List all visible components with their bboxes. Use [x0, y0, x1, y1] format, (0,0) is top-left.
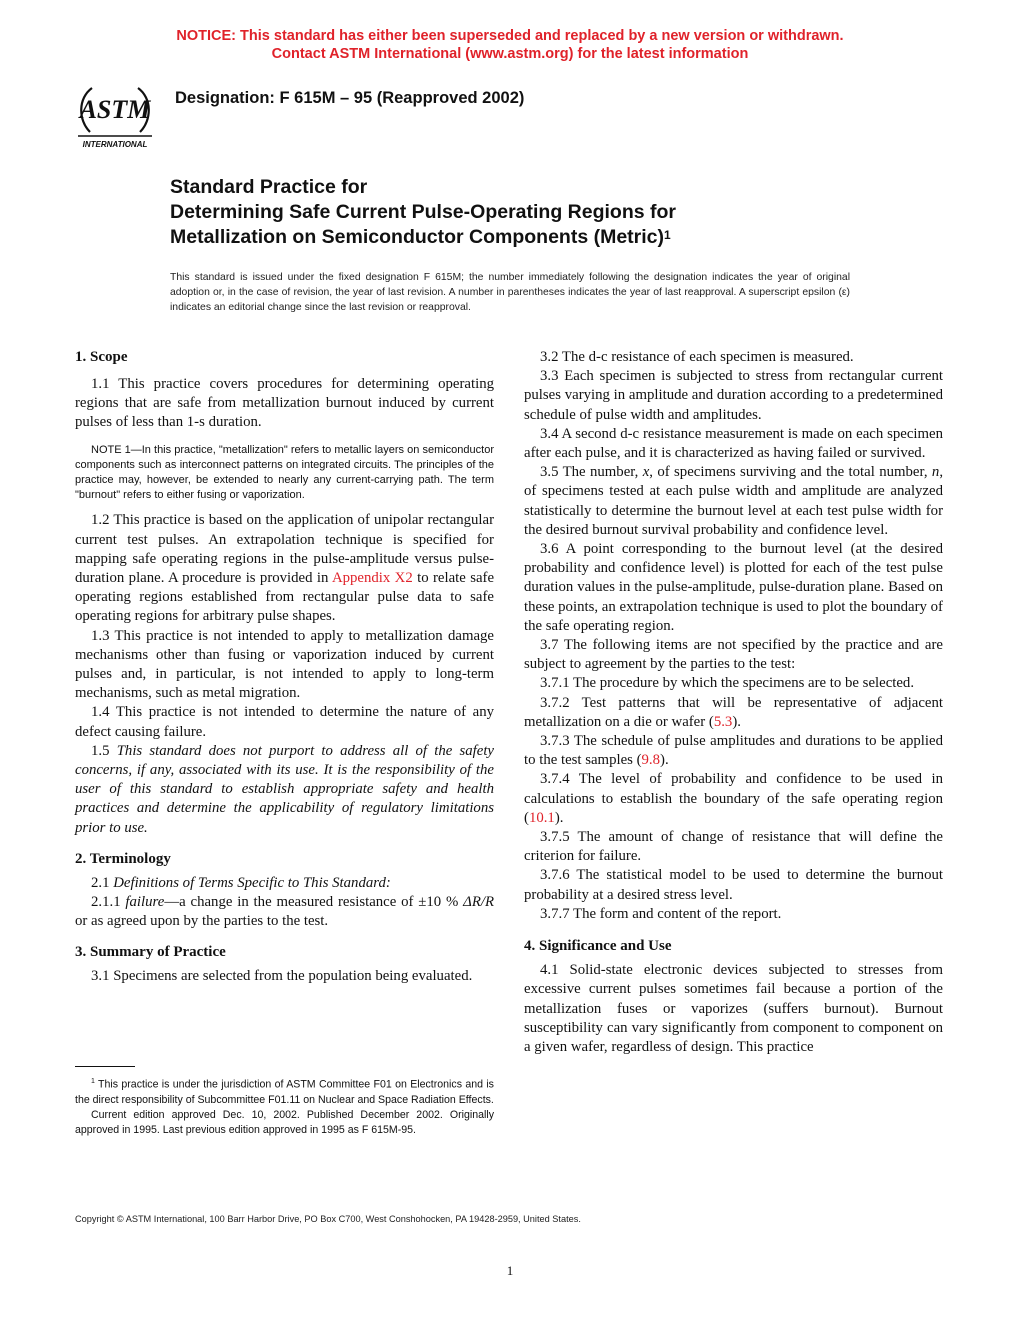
paragraph-1-3: 1.3 This practice is not intended to apply to metallization damage mechanisms other than fusing or vaporization induced by current pulses and, in particular, is not intended to apply to long-term mechanisms, such as metal migration.	[75, 627, 494, 702]
paragraph-1-1: 1.1 This practice covers procedures for determining operating regions that are safe from metallization burnout induced by current pulses of less than 1-s duration.	[75, 376, 494, 431]
section-10-1-link[interactable]: 10.1	[528, 809, 555, 826]
paragraph-1-2-text: 1.2 This practice is based on the application of unipolar rectangular current test pulses. An extrapolation technique is specified for mapping safe operating regions in the pulse-amplitude versus pulse-duration plane. A procedure is provided in	[75, 512, 494, 587]
section-heading-significance: 4. Significance and Use	[524, 938, 672, 955]
right-column	[524, 348, 943, 1057]
paragraph-1-2-text-end: to relate safe operating regions established from rectangular pulse data to safe operating regions for arbitrary pulse shapes.	[75, 570, 495, 625]
paragraph-2-1-number: 2.1	[91, 874, 114, 891]
paragraph-2-1-text: Definitions of Terms Specific to This Standard:	[113, 874, 391, 891]
note-1: NOTE 1—In this practice, "metallization" refers to metallic layers on semiconductor components such as interconnect patterns on integrated circuits. The principles of the practice may, however, be extended to nearly any current-carrying path. The term "burnout" refers to either fusing or vaporization.	[75, 443, 494, 502]
notice-banner	[0, 27, 1020, 63]
section-9-8-link[interactable]: 9.8	[641, 752, 661, 769]
variable-n: n	[931, 464, 940, 481]
paragraph-3-7-2-text-end: ).	[732, 713, 741, 730]
paragraph-2-1-1-text-end: or as agreed upon by the parties to the test.	[75, 913, 329, 930]
paragraph-3-7-7: 3.7.7 The form and content of the report.	[540, 905, 782, 922]
variable-x: x	[642, 464, 650, 481]
paragraph-3-4: 3.4 A second d-c resistance measurement is made on each specimen after each pulse, and it is characterized as having failed or survived.	[524, 425, 943, 462]
paragraph-3-5-text: 3.5 The number,	[540, 464, 643, 481]
paragraph-3-7-5: 3.7.5 The amount of change of resistance that will define the criterion for failure.	[524, 829, 943, 865]
section-5-3-link[interactable]: 5.3	[713, 713, 733, 730]
paragraph-3-3: 3.3 Each specimen is subjected to stress from rectangular current pulses varying in amplitude and duration according to a predetermined schedule of pulse width and amplitudes.	[524, 368, 943, 423]
paragraph-2-1-1-text: —a change in the measured resistance of ±10 %	[164, 894, 464, 911]
copyright: Copyright © ASTM International, 100 Barr Harbor Drive, PO Box C700, West Conshohocken, PA 19428-2959, United States.	[75, 1214, 581, 1224]
paragraph-3-7-4	[524, 770, 943, 828]
term-failure: failure	[125, 894, 165, 911]
paragraph-3-7: 3.7 The following items are not specified by the practice and are subject to agreement by the parties to the test:	[524, 637, 943, 673]
paragraph-3-5-text-mid: , of specimens surviving and the total number,	[649, 464, 932, 481]
footnote-1	[75, 1074, 494, 1108]
paragraph-3-7-4-text-end: ).	[554, 809, 564, 826]
paragraph-1-2	[75, 511, 494, 626]
paragraph-3-2: 3.2 The d-c resistance of each specimen is measured.	[540, 349, 854, 365]
footnote-mark: 1	[91, 1078, 95, 1085]
notice-line-2: Contact ASTM International (www.astm.org) for the latest information	[271, 46, 749, 62]
appendix-x2-link[interactable]: Appendix X2	[331, 570, 413, 587]
footnote-divider	[75, 1066, 135, 1067]
paragraph-3-7-3-text: 3.7.3 The schedule of pulse amplitudes and durations to be applied to the test samples (	[524, 733, 943, 769]
notice-line-1: NOTICE: This standard has either been superseded and replaced by a new version or withdrawn.	[176, 28, 844, 44]
paragraph-2-1-1-number: 2.1.1	[91, 894, 126, 911]
paragraph-3-5-text-end: , of specimens tested at each pulse width and amplitude are analyzed statistically to determine the burnout level at each test pulse width for the desired burnout survival probability and confidence level.	[524, 464, 944, 538]
paragraph-2-1	[75, 874, 494, 893]
title-footnote-mark: 1	[664, 228, 671, 242]
logo-subtext: INTERNATIONAL	[82, 140, 148, 149]
document-title	[170, 175, 870, 250]
paragraph-3-7-2-text: 3.7.2 Test patterns that will be representative of adjacent metallization on a die or wafer (	[524, 694, 943, 730]
paragraph-3-7-2	[524, 694, 943, 732]
paragraph-3-7-6: 3.7.6 The statistical model to be used to determine the burnout probability at a desired stress level.	[524, 867, 943, 903]
title-line-3-text: Metallization on Semiconductor Components (Metric)	[170, 226, 665, 248]
issuance-statement: This standard is issued under the fixed designation F 615M; the number immediately following the designation indicates the year of original adoption or, in the case of revision, the year of last revision. A number in parentheses indicates the year of last reapproval. A superscript epsilon (ε) indicates an editorial change since the last revision or reapproval.	[170, 272, 850, 313]
paragraph-1-5-text: This standard does not purport to address all of the safety concerns, if any, associated with its use. It is the responsibility of the user of this standard to establish appropriate safety and health practices and determine the applicability of regulatory limitations prior to use.	[75, 742, 494, 836]
section-heading-summary: 3. Summary of Practice	[75, 944, 226, 961]
left-column	[75, 348, 494, 987]
footnote-2: Current edition approved Dec. 10, 2002. Published December 2002. Originally approved in 1995. Last previous edition approved in 1995 as F 615M-95.	[75, 1108, 494, 1136]
paragraph-1-4: 1.4 This practice is not intended to determine the nature of any defect causing failure.	[75, 704, 494, 740]
paragraph-3-5	[524, 463, 943, 540]
page-number: 1	[506, 1263, 514, 1278]
paragraph-1-5	[75, 742, 494, 838]
paragraph-3-1: 3.1 Specimens are selected from the population being evaluated.	[91, 968, 473, 985]
paragraph-3-7-3-text-end: ).	[660, 752, 669, 769]
paragraph-3-7-4-text: 3.7.4 The level of probability and confidence to be used in calculations to establish the boundary of the safe operating region (	[524, 771, 943, 826]
paragraph-2-1-1	[75, 893, 494, 931]
section-heading-terminology: 2. Terminology	[75, 850, 171, 867]
paragraph-3-7-1: 3.7.1 The procedure by which the specimens are to be selected.	[540, 675, 915, 692]
footnote-1-text: This practice is under the jurisdiction of ASTM Committee F01 on Electronics and is the direct responsibility of Subcommittee F01.11 on Nuclear and Space Radiation Effects.	[75, 1078, 494, 1106]
title-line-2: Determining Safe Current Pulse-Operating Regions for	[170, 201, 676, 223]
designation: Designation: F 615M – 95 (Reapproved 2002)	[175, 89, 525, 107]
astm-logo	[70, 76, 160, 152]
paragraph-1-5-number: 1.5	[91, 742, 117, 759]
paragraph-3-6: 3.6 A point corresponding to the burnout level (at the desired probability and confidence level) is plotted for each of the test pulse duration values in the pulse-amplitude, pulse-duration plane. Based on these points, an extrapolation technique is used to plot the boundary of the safe operating region.	[524, 541, 943, 634]
paragraph-3-7-3	[524, 732, 943, 770]
title-line-1: Standard Practice for	[170, 176, 368, 198]
logo-text: ASTM	[79, 95, 151, 124]
footnotes	[75, 1074, 494, 1138]
section-heading-scope: 1. Scope	[75, 349, 128, 365]
paragraph-4-1: 4.1 Solid-state electronic devices subjected to stresses from excessive current pulses sometimes fail because a portion of the metallization fuses or vaporizes (suffers burnout). Burnout susceptibility can vary significantly from component to component on a given wafer, regardless of design. This practice	[524, 962, 943, 1055]
delta-r-symbol: ΔR/R	[463, 894, 495, 911]
title-line-3	[170, 225, 870, 250]
